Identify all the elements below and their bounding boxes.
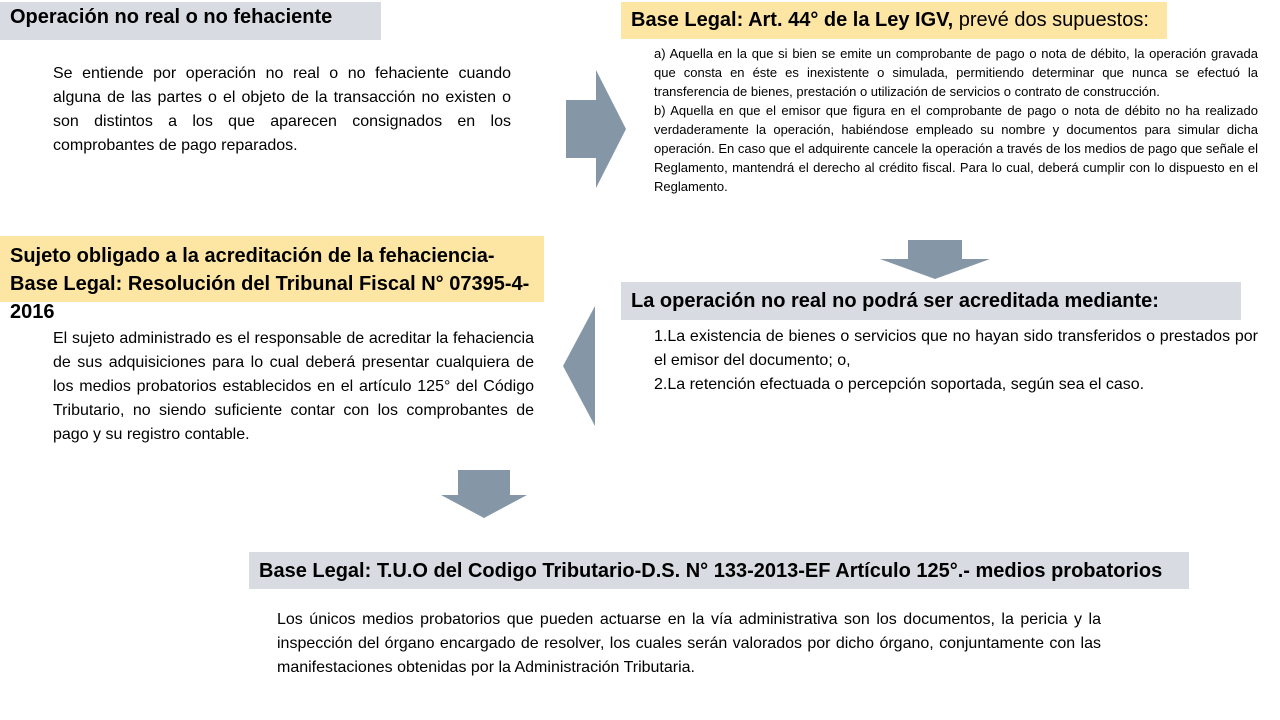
text-codigo-tributario: Los únicos medios probatorios que pueden actuarse en la vía administrativa son los documentos, la pericia y la inspección del órgano encargado de resolver, los cuales serán valorados por dicho órgano, conjuntamente con las manifestaciones obtenidas por la Administración Tributaria. — [277, 611, 1101, 676]
text-operacion-no-real: Se entiende por operación no real o no fehaciente cuando alguna de las partes o el objeto de la transacción no existen o son distintos a los que aparecen consignados en los comprobantes de pago reparados. — [53, 65, 511, 154]
header-no-podra-ser-acreditada — [621, 282, 1241, 320]
header-sujeto-obligado-label: Sujeto obligado a la acreditación de la fehaciencia- Base Legal: Resolución del Tribunal Fiscal N° 07395-4-2016 — [10, 245, 530, 323]
header-no-podra-ser-acreditada-label: La operación no real no podrá ser acreditada mediante: — [631, 290, 1159, 312]
text-no-podra-ser-acreditada — [654, 325, 1258, 397]
header-sujeto-obligado — [0, 236, 544, 323]
arrow-left-icon — [563, 306, 595, 426]
header-codigo-tributario-label: Base Legal: T.U.O del Codigo Tributario-D.S. N° 133-2013-EF Artículo 125°.- medios probatorios — [259, 560, 1163, 582]
supuesto-a: a) Aquella en la que si bien se emite un comprobante de pago o nota de débito, la operación gravada que consta en éste es inexistente o simulada, permitiendo determinar que nunca se efectuó la transferencia de bienes, prestación o utilización de servicios o contrato de construcción. — [654, 46, 1258, 99]
item-2: 2.La retención efectuada o percepción soportada, según sea el caso. — [654, 376, 1145, 393]
header-codigo-tributario — [249, 552, 1189, 589]
text-base-legal-igv — [654, 44, 1258, 196]
arrow-down-icon — [880, 240, 990, 279]
header-operacion-no-real — [0, 2, 381, 40]
header-operacion-no-real-label: Operación no real o no fehaciente — [10, 6, 333, 28]
header-base-legal-igv-normal: prevé dos supuestos: — [953, 9, 1149, 31]
text-sujeto-obligado: El sujeto administrado es el responsable de acreditar la fehaciencia de sus adquisiciones para lo cual deberá presentar cualquiera de los medios probatorios establecidos en el artículo 125° del Código Tributario, no siendo suficiente contar con los comprobantes de pago y su registro contable. — [53, 330, 534, 443]
header-base-legal-igv-bold: Base Legal: Art. 44° de la Ley IGV, — [631, 9, 954, 31]
header-base-legal-igv — [621, 2, 1167, 39]
arrow-down-left-icon — [441, 470, 527, 518]
item-1: 1.La existencia de bienes o servicios que no hayan sido transferidos o prestados por el emisor del documento; o, — [654, 328, 1258, 369]
supuesto-b: b) Aquella en que el emisor que figura en el comprobante de pago o nota de débito no ha realizado verdaderamente la operación, habiéndose empleado su nombre y documentos para simular dicha operación. En caso que el adquirente cancele la operación a través de los medios de pago que señale el Reglamento, mantendrá el derecho al crédito fiscal. Para lo cual, deberá cumplir con lo dispuesto en el Reglamento. — [654, 103, 1258, 194]
arrow-right-icon — [566, 70, 626, 188]
